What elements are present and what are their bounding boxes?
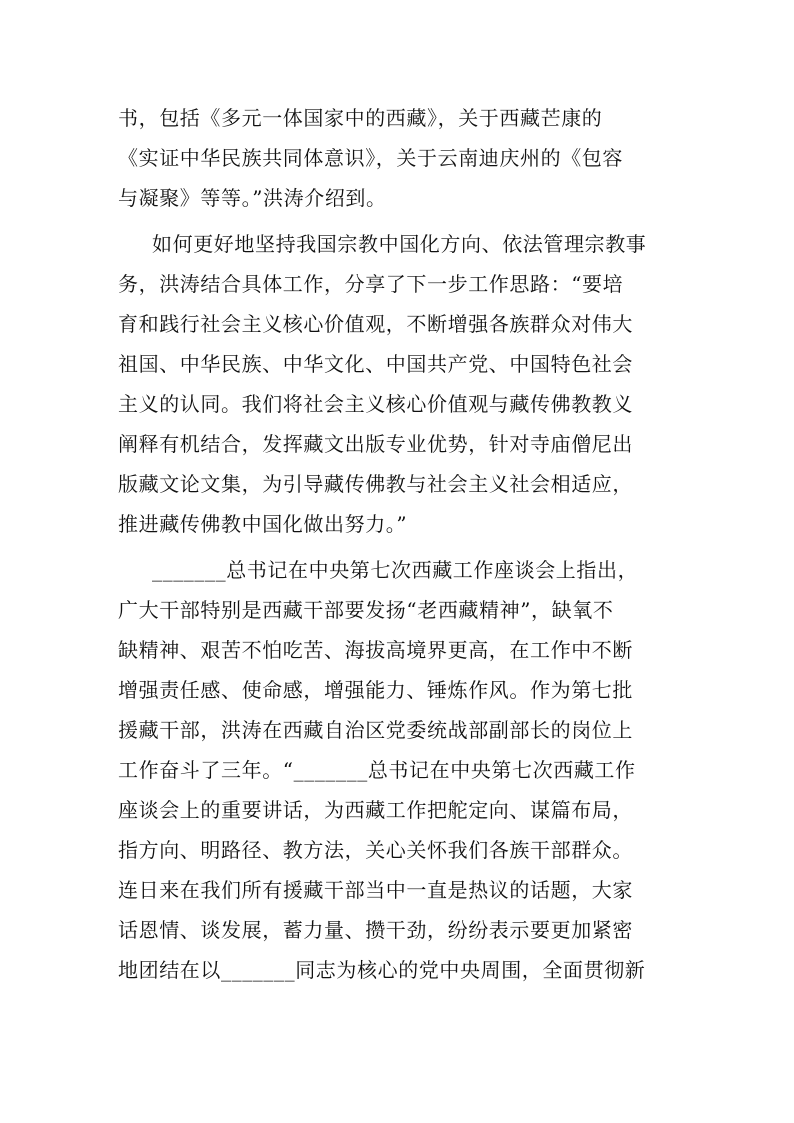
text-line: 育和践行社会主义核心价值观，不断增强各族群众对伟大 (118, 312, 633, 336)
text-line: 《实证中华民族共同体意识》，关于云南迪庆州的《包容 (118, 146, 623, 170)
text-line: 书，包括《多元一体国家中的西藏》，关于西藏芒康的 (118, 106, 603, 130)
text-line: 阐释有机结合，发挥藏文出版专业优势，针对寺庙僧尼出 (118, 432, 633, 456)
text-line: 推进藏传佛教中国化做出努力。” (118, 512, 408, 536)
text-line: 祖国、中华民族、中华文化、中国共产党、中国特色社会 (118, 352, 633, 376)
text-line: 增强责任感、使命感，增强能力、锤炼作风。作为第七批 (118, 678, 633, 702)
text-line: 指方向、明路径、教方法，关心关怀我们各族干部群众。 (118, 838, 633, 862)
paragraph-start-line: _______总书记在中央第七次西藏工作座谈会上指出， (152, 558, 639, 582)
text-line: 主义的认同。我们将社会主义核心价值观与藏传佛教教义 (118, 392, 633, 416)
text-line: 连日来在我们所有援藏干部当中一直是热议的话题，大家 (118, 878, 633, 902)
text-line: 务，洪涛结合具体工作，分享了下一步工作思路：“要培 (118, 272, 624, 296)
text-line: 缺精神、艰苦不怕吃苦、海拔高境界更高，在工作中不断 (118, 638, 633, 662)
text-line: 广大干部特别是西藏干部要发扬“老西藏精神”，缺氧不 (118, 598, 614, 622)
text-line: 地团结在以_______同志为核心的党中央周围，全面贯彻新 (118, 958, 646, 982)
paragraph-start-line: 如何更好地坚持我国宗教中国化方向、依法管理宗教事 (152, 232, 647, 256)
text-line: 座谈会上的重要讲话，为西藏工作把舵定向、谋篇布局， (118, 798, 633, 822)
text-line: 工作奋斗了三年。“_______总书记在中央第七次西藏工作 (118, 758, 636, 782)
text-line: 话恩情、谈发展，蓄力量、攒干劲，纷纷表示要更加紧密 (118, 918, 633, 942)
text-line: 版藏文论文集，为引导藏传佛教与社会主义社会相适应， (118, 472, 633, 496)
text-line: 援藏干部，洪涛在西藏自治区党委统战部副部长的岗位上 (118, 718, 633, 742)
text-line: 与凝聚》等等。”洪涛介绍到。 (118, 186, 387, 210)
